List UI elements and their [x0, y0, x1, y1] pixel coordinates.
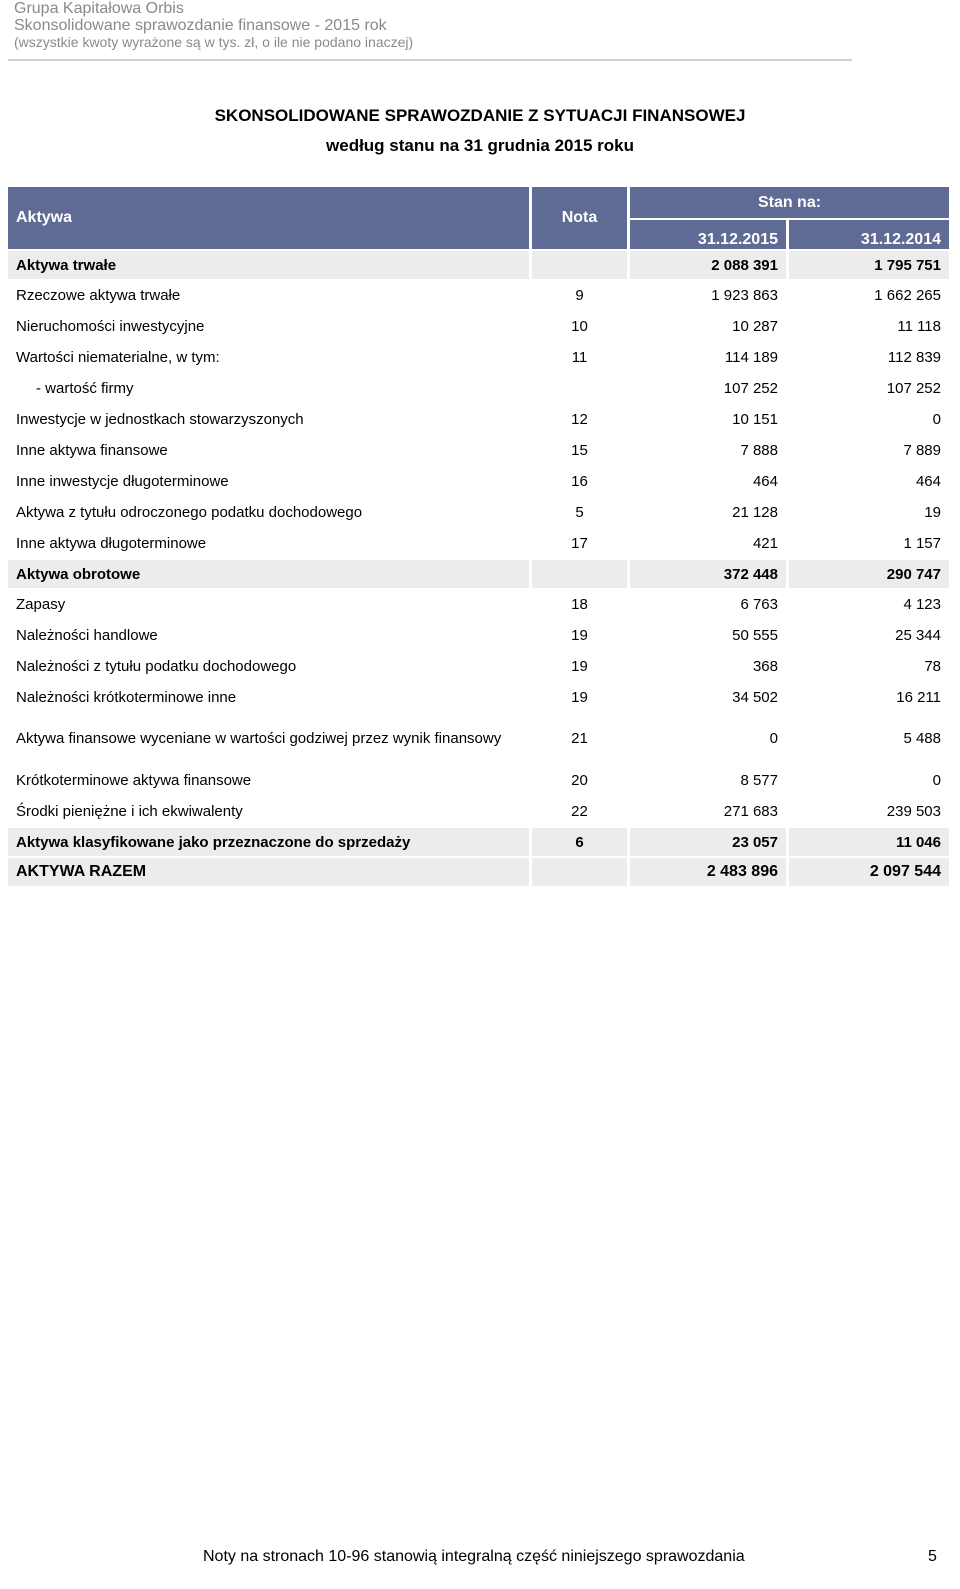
row-label: Aktywa trwałe — [8, 251, 529, 279]
row-value-2015: 6 763 — [740, 596, 778, 613]
row-value-2015: 464 — [752, 473, 778, 490]
table-row — [8, 590, 949, 619]
row-value-2014: 16 211 — [896, 689, 941, 706]
row-value-2014: 11 046 — [789, 828, 949, 856]
row-label: Inne aktywa długoterminowe — [16, 535, 207, 552]
row-label: Rzeczowe aktywa trwałe — [16, 287, 181, 304]
row-label: Aktywa z tytułu odroczonego podatku dochodowego — [16, 504, 363, 521]
footer-note: Noty na stronach 10-96 stanowią integralną część niniejszego sprawozdania — [203, 1548, 745, 1565]
row-value-2014: 107 252 — [886, 380, 941, 397]
row-label: - wartość firmy — [36, 380, 134, 397]
row-nota: 21 — [571, 730, 588, 747]
row-label: Środki pieniężne i ich ekwiwalenty — [16, 803, 243, 820]
column-header-nota: Nota — [532, 187, 627, 249]
row-label: Należności krótkoterminowe inne — [16, 689, 237, 706]
row-label: Inne inwestycje długoterminowe — [16, 473, 229, 490]
row-nota: 16 — [571, 473, 588, 490]
table-row — [8, 652, 949, 681]
row-value-2015: 368 — [752, 658, 778, 675]
row-value-2014: 19 — [924, 504, 941, 521]
currency-note: (wszystkie kwoty wyrażone są w tys. zł, o ile nie podano inaczej) — [14, 34, 414, 50]
row-value-2015: 21 128 — [732, 504, 778, 521]
report-title: Skonsolidowane sprawozdanie finansowe - 2015 rok — [14, 17, 387, 34]
row-nota: 12 — [571, 411, 588, 428]
row-nota — [532, 374, 627, 403]
row-nota: 18 — [571, 596, 588, 613]
row-value-2015: 8 577 — [740, 772, 778, 789]
row-nota: 19 — [571, 658, 588, 675]
row-nota: 15 — [571, 442, 588, 459]
row-label: Zapasy — [16, 596, 66, 613]
table-row — [8, 858, 949, 886]
row-value-2015: 0 — [769, 730, 778, 747]
company-name: Grupa Kapitałowa Orbis — [14, 0, 184, 17]
row-value-2015: 107 252 — [723, 380, 778, 397]
table-row — [8, 621, 949, 650]
row-nota: 10 — [571, 318, 588, 335]
row-value-2014: 4 123 — [903, 596, 941, 613]
row-label: AKTYWA RAZEM — [8, 858, 529, 886]
row-value-2015: 2 088 391 — [630, 251, 786, 279]
row-value-2015: 10 151 — [732, 411, 778, 428]
row-value-2015: 10 287 — [732, 318, 778, 335]
statement-title: SKONSOLIDOWANE SPRAWOZDANIE Z SYTUACJI FINANSOWEJ — [214, 106, 746, 125]
row-value-2014: 0 — [932, 411, 941, 428]
table-row — [8, 436, 949, 465]
row-label: Wartości niematerialne, w tym: — [16, 349, 220, 366]
row-nota: 6 — [532, 828, 627, 856]
table-row — [8, 828, 949, 856]
column-header-stan: Stan na: — [630, 187, 949, 218]
row-label: Aktywa obrotowe — [8, 560, 529, 588]
table-row — [8, 281, 949, 310]
column-header-aktywa: Aktywa — [8, 187, 529, 249]
table-row — [8, 498, 949, 527]
row-label: Należności handlowe — [16, 627, 158, 644]
row-value-2015: 271 683 — [723, 803, 778, 820]
header-divider — [8, 59, 852, 61]
row-value-2015: 50 555 — [732, 627, 778, 644]
table-row — [8, 405, 949, 434]
document-header — [14, 0, 413, 51]
row-value-2014: 5 488 — [903, 730, 941, 747]
row-label: Inne aktywa finansowe — [16, 442, 168, 459]
table-row — [8, 374, 949, 403]
row-value-2014: 2 097 544 — [789, 858, 949, 886]
balance-sheet-table — [5, 185, 952, 888]
row-value-2015: 34 502 — [732, 689, 778, 706]
row-value-2014: 1 157 — [903, 535, 941, 552]
row-nota: 19 — [571, 627, 588, 644]
row-value-2015: 7 888 — [740, 442, 778, 459]
row-nota — [532, 560, 627, 588]
row-label: Nieruchomości inwestycyjne — [16, 318, 205, 335]
column-header-date-2014: 31.12.2014 — [789, 220, 949, 249]
row-nota: 5 — [575, 504, 584, 521]
row-value-2015: 1 923 863 — [711, 287, 778, 304]
table-row — [8, 251, 949, 279]
row-value-2015: 2 483 896 — [630, 858, 786, 886]
row-nota: 20 — [571, 772, 588, 789]
row-value-2014: 1 795 751 — [789, 251, 949, 279]
row-value-2015: 372 448 — [630, 560, 786, 588]
table-row — [8, 714, 949, 764]
row-value-2014: 11 118 — [897, 318, 941, 335]
row-value-2014: 290 747 — [789, 560, 949, 588]
table-row — [8, 343, 949, 372]
row-nota: 19 — [571, 689, 588, 706]
row-value-2015: 23 057 — [630, 828, 786, 856]
row-nota — [532, 858, 627, 886]
table-row — [8, 467, 949, 496]
row-value-2014: 1 662 265 — [874, 287, 941, 304]
row-value-2014: 239 503 — [886, 803, 941, 820]
row-value-2014: 464 — [915, 473, 941, 490]
row-nota: 22 — [571, 803, 588, 820]
row-value-2014: 7 889 — [903, 442, 941, 459]
row-value-2014: 0 — [932, 772, 941, 789]
row-nota — [532, 251, 627, 279]
row-value-2015: 114 189 — [724, 349, 778, 366]
statement-subtitle: według stanu na 31 grudnia 2015 roku — [326, 136, 634, 155]
table-row — [8, 766, 949, 795]
row-value-2014: 112 839 — [887, 349, 941, 366]
row-label: Krótkoterminowe aktywa finansowe — [16, 772, 252, 789]
row-nota: 11 — [571, 349, 588, 366]
column-header-date-2015: 31.12.2015 — [630, 220, 786, 249]
row-label: Inwestycje w jednostkach stowarzyszonych — [16, 411, 304, 428]
row-label: Aktywa klasyfikowane jako przeznaczone do sprzedaży — [8, 828, 529, 856]
row-nota: 17 — [571, 535, 588, 552]
page-number: 5 — [928, 1548, 937, 1565]
table-row — [8, 312, 949, 341]
table-row — [8, 529, 949, 558]
table-row — [8, 797, 949, 826]
row-label: Należności z tytułu podatku dochodowego — [16, 658, 297, 675]
table-row — [8, 560, 949, 588]
row-nota: 9 — [575, 287, 584, 304]
row-label: Aktywa finansowe wyceniane w wartości godziwej przez wynik finansowy — [16, 730, 502, 747]
row-value-2014: 78 — [924, 658, 941, 675]
row-value-2015: 421 — [752, 535, 778, 552]
row-value-2014: 25 344 — [895, 627, 941, 644]
table-row — [8, 683, 949, 712]
